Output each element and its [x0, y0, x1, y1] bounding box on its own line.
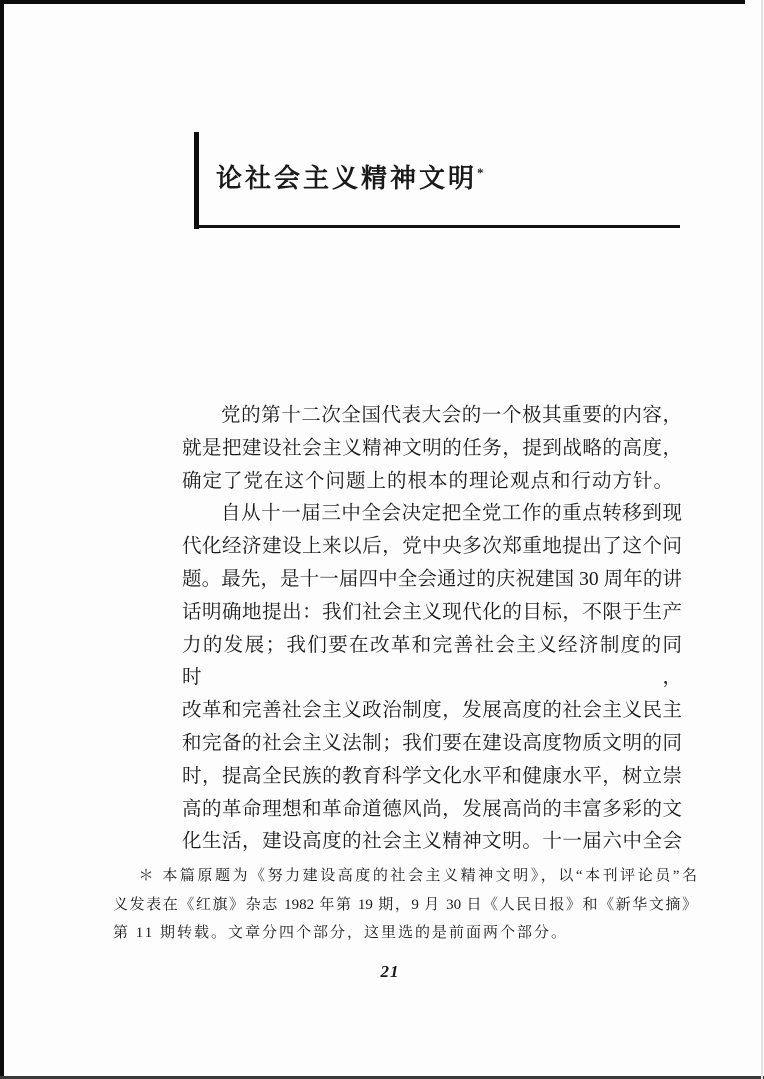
- scan-border-top: [0, 0, 745, 4]
- body-line: 力的发展；我们要在改革和完善社会主义经济制度的同时，: [182, 634, 682, 689]
- footnote-line: 第 11 期转载。文章分四个部分，这里选的是前面两个部分。: [113, 925, 568, 941]
- scan-border-left: [0, 0, 4, 1079]
- title-rule: [194, 225, 680, 228]
- body-line: 题。最先，是十一届四中全会通过的庆祝建国 30 周年的讲: [182, 568, 682, 590]
- body-line: 和完备的社会主义法制；我们要在建设高度物质文明的同: [182, 732, 682, 754]
- page-title-text: 论社会主义精神文明: [216, 164, 478, 193]
- footnote-line: ＊ 本篇原题为《努力建设高度的社会主义精神文明》，以“本刊评论员”名: [138, 868, 697, 884]
- body-line: 改革和完善社会主义政治制度，发展高度的社会主义民主: [182, 700, 682, 722]
- body-line: 时，提高全民族的教育科学文化水平和健康水平，树立崇: [182, 765, 682, 787]
- scan-border-right: [761, 0, 763, 1079]
- body-line: 高的革命理想和革命道德风尚，发展高尚的丰富多彩的文: [182, 798, 682, 820]
- body-line: 党的第十二次全国代表大会的一个极其重要的内容，: [221, 405, 682, 426]
- title-accent-bar: [194, 132, 199, 229]
- body-line: 自从十一届三中全会决定把全党工作的重点转移到现: [221, 503, 682, 525]
- body-line: 就是把建设社会主义精神文明的任务，提到战略的高度，: [182, 437, 682, 459]
- page-number: 21: [380, 962, 400, 981]
- title-footnote-marker: *: [477, 165, 484, 180]
- article-body: [182, 400, 682, 859]
- body-line: 话明确地提出：我们社会主义现代化的目标，不限于生产: [182, 601, 682, 623]
- body-line: 代化经济建设上来以后，党中央多次郑重地提出了这个问: [182, 536, 682, 558]
- body-line: 化生活，建设高度的社会主义精神文明。十一届六中全会: [182, 831, 682, 853]
- footnote-line: 义发表在《红旗》杂志 1982 年第 19 期，9 月 30 日《人民日报》和《新华文摘》: [113, 896, 697, 913]
- page-title: [216, 158, 484, 195]
- body-line: 确定了党在这个问题上的根本的理论观点和行动方针。: [182, 470, 675, 492]
- footnote: [113, 862, 697, 948]
